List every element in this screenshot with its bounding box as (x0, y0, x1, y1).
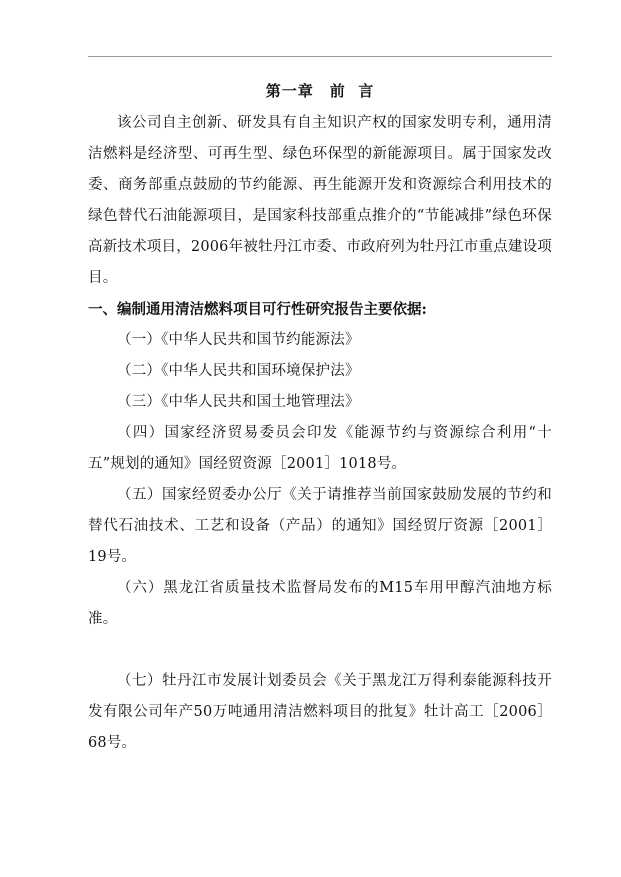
header-rule (88, 56, 552, 57)
chapter-name: 前 言 (329, 82, 375, 100)
document-page (88, 76, 552, 759)
basis-item-6: （六）黑龙江省质量技术监督局发布的M15车用甲醇汽油地方标准。 (88, 580, 552, 627)
chapter-title (88, 76, 552, 107)
chapter-number: 第一章 (265, 82, 314, 100)
paragraph-gap (88, 635, 552, 666)
intro-paragraph: 该公司自主创新、研发具有自主知识产权的国家发明专利，通用清洁燃料是经济型、可再生型、绿色环保型的新能源项目。属于国家发改委、商务部重点鼓励的节约能源、再生能源开发和资源综合利用技术的绿色替代石油能源项目，是国家科技部重点推介的“节能减排”绿色环保高新技术项目，2006年被牡丹江市委、市政府列为牡丹江市重点建设项目。 (88, 115, 552, 286)
basis-item-4: （四）国家经济贸易委员会印发《能源节约与资源综合利用“十五”规划的通知》国经贸资源［2001］1018号。 (88, 425, 552, 472)
basis-item-2: （二）《中华人民共和国环境保护法》 (117, 363, 360, 379)
basis-item-5: （五）国家经贸委办公厅《关于请推荐当前国家鼓励发展的节约和替代石油技术、工艺和设备（产品）的通知》国经贸厅资源［2001］19号。 (88, 487, 552, 565)
section-heading: 一、编制通用清洁燃料项目可行性研究报告主要依据: (88, 301, 427, 318)
basis-item-7: （七）牡丹江市发展计划委员会《关于黑龙江万得利泰能源科技开发有限公司年产50万吨通用清洁燃料项目的批复》牡计高工［2006］68号。 (88, 673, 552, 751)
basis-item-1: （一）《中华人民共和国节约能源法》 (117, 332, 360, 348)
basis-item-3: （三）《中华人民共和国土地管理法》 (117, 394, 360, 410)
